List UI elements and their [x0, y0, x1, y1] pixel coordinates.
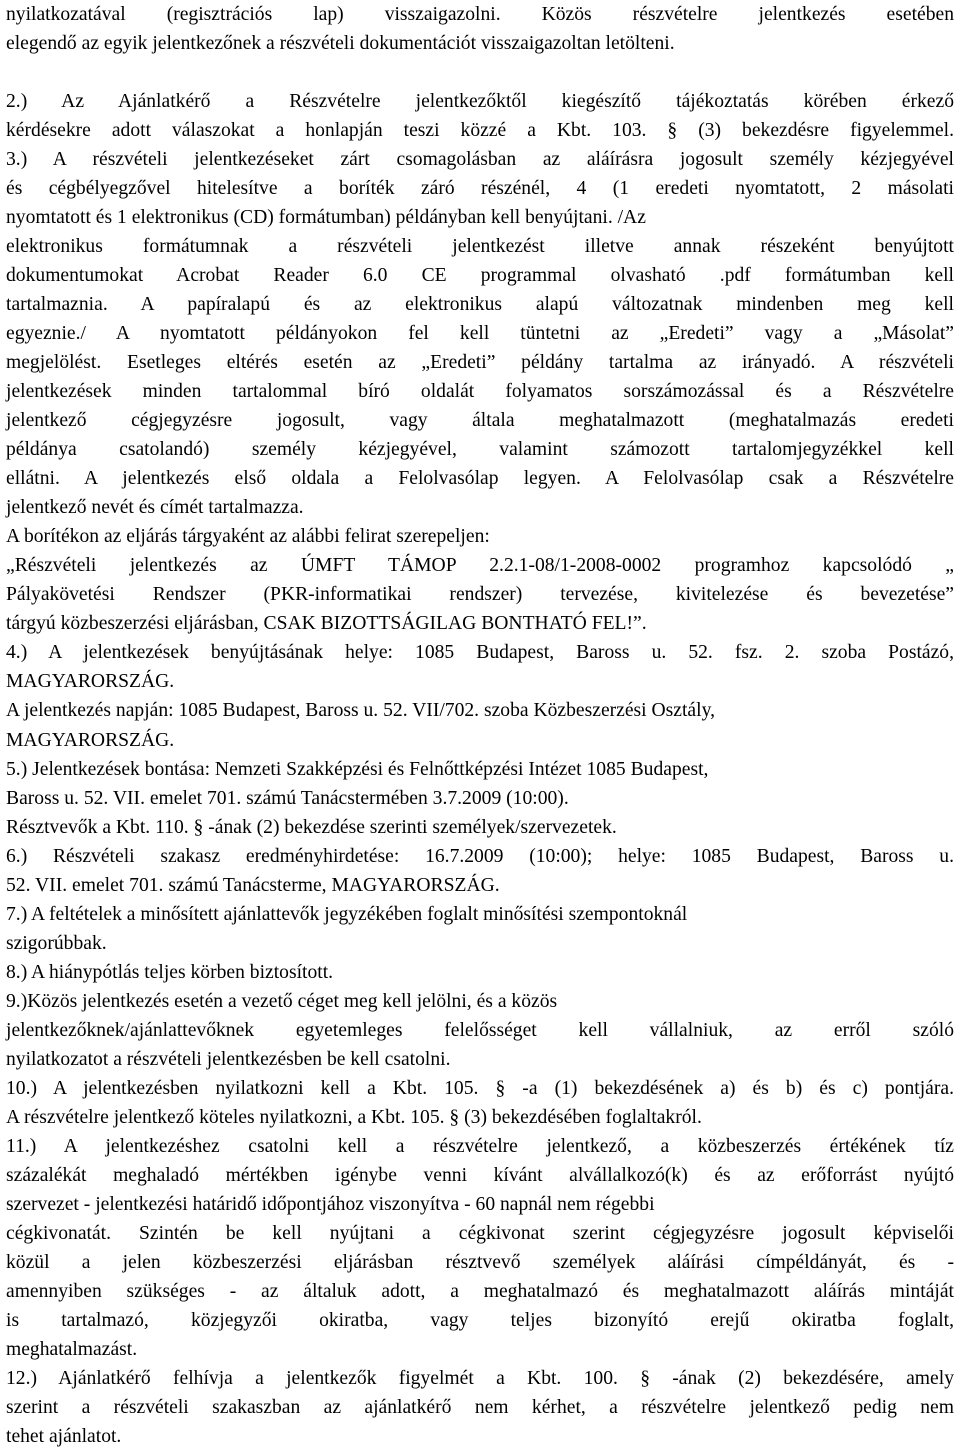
text-line: 10.) A jelentkezésben nyilatkozni kell a Kbt. 105. § -a (1) bekezdésének a) és b) és c) pontjára.: [6, 1077, 954, 1099]
text-line: tárgyú közbeszerzési eljárásban, CSAK BIZOTTSÁGILAG BONTHATÓ FEL!”.: [6, 613, 647, 635]
text-line: szervezet - jelentkezési határidő időpontjához viszonyítva - 60 napnál nem régebbi: [6, 1193, 655, 1215]
text-line: és cégbélyegzővel hitelesítve a boríték záró részénél, 4 (1 eredeti nyomtatott, 2 másolati: [6, 178, 954, 200]
text-line: A jelentkezés napján: 1085 Budapest, Baross u. 52. VII/702. szoba Közbeszerzési Osztály,: [6, 700, 716, 722]
text-line: 9.)Közös jelentkezés esetén a vezető céget meg kell jelölni, és a közös: [6, 990, 558, 1012]
text-line: százalékát meghaladó mértékben igénybe venni kívánt alvállalkozó(k) és az erőforrást nyújtó: [6, 1164, 954, 1186]
text-line: közül a jelen közbeszerzési eljárásban résztvevő személyek aláírási címpéldányát, és -: [6, 1251, 954, 1273]
text-line: 8.) A hiánypótlás teljes körben biztosított.: [6, 961, 334, 983]
text-line: 7.) A feltételek a minősített ajánlattevők jegyzékében foglalt minősítési szempontoknál: [6, 903, 688, 925]
text-line: 4.) A jelentkezések benyújtásának helye: 1085 Budapest, Baross u. 52. fsz. 2. szoba Postázó,: [6, 642, 954, 664]
text-line: 12.) Ajánlatkérő felhívja a jelentkezők figyelmét a Kbt. 100. § -ának (2) bekezdésére, amely: [6, 1367, 954, 1389]
text-line: jelentkezőknek/ajánlattevőknek egyetemleges felelősséget kell vállalniuk, az erről szóló: [6, 1019, 954, 1041]
text-line: nyilatkozatával (regisztrációs lap) visszaigazolni. Közös részvételre jelentkezés esetében: [6, 4, 954, 25]
text-line: cégkivonatát. Szintén be kell nyújtani a cégkivonat szerint cégjegyzésre jogosult képviselői: [6, 1222, 954, 1244]
text-line: Baross u. 52. VII. emelet 701. számú Tanácstermében 3.7.2009 (10:00).: [6, 787, 569, 809]
text-line: példánya csatolandó) személy kézjegyével, valamint számozott tartalomjegyzékkel kell: [6, 439, 954, 461]
text-line: Résztvevők a Kbt. 110. § -ának (2) bekezdése szerinti személyek/szervezetek.: [6, 816, 617, 838]
text-line: MAGYARORSZÁG.: [6, 729, 175, 751]
text-line: tartalmaznia. A papíralapú és az elektronikus alapú változatnak mindenben meg kell: [6, 294, 954, 316]
text-line: jelentkezések minden tartalommal bíró oldalát folyamatos sorszámozással és a Részvételre: [6, 381, 954, 403]
text-line: „Részvételi jelentkezés az ÚMFT TÁMOP 2.2.1-08/1-2008-0002 programhoz kapcsolódó „: [6, 555, 954, 577]
text-line: 11.) A jelentkezéshez csatolni kell a részvételre jelentkező, a közbeszerzés értékének tíz: [6, 1135, 954, 1157]
text-line: nyomtatott és 1 elektronikus (CD) formátumban) példányban kell benyújtani. /Az: [6, 207, 646, 229]
text-line: A részvételre jelentkező köteles nyilatkozni, a Kbt. 105. § (3) bekezdésében foglaltakról.: [6, 1106, 702, 1128]
text-line: 5.) Jelentkezések bontása: Nemzeti Szakképzési és Felnőttképzési Intézet 1085 Budapest,: [6, 758, 709, 780]
text-line: amennyiben szükséges - az általuk adott, a meghatalmazó és meghatalmazott aláírás mintáját: [6, 1280, 954, 1302]
text-line: is tartalmazó, közjegyzői okiratba, vagy teljes bizonyító erejű okiratba foglalt,: [6, 1309, 954, 1331]
text-line: tehet ajánlatot.: [6, 1425, 122, 1447]
text-line: 3.) A részvételi jelentkezéseket zárt csomagolásban az aláírásra jogosult személy kézjegyével: [6, 149, 954, 171]
text-line: A borítékon az eljárás tárgyaként az alábbi felirat szerepeljen:: [6, 526, 490, 548]
text-line: 52. VII. emelet 701. számú Tanácsterme, MAGYARORSZÁG.: [6, 874, 500, 896]
text-line: jelentkező cégjegyzésre jogosult, vagy általa meghatalmazott (meghatalmazás eredeti: [6, 410, 954, 432]
text-line: 6.) Részvételi szakasz eredményhirdetése: 16.7.2009 (10:00); helye: 1085 Budapest, Baross u.: [6, 845, 954, 867]
text-line: kérdésekre adott válaszokat a honlapján teszi közzé a Kbt. 103. § (3) bekezdésre figyelemmel.: [6, 120, 954, 142]
text-line: elektronikus formátumnak a részvételi jelentkezést illetve annak részeként benyújtott: [6, 236, 954, 258]
text-line: 2.) Az Ajánlatkérő a Részvételre jelentkezőktől kiegészítő tájékoztatás körében érkező: [6, 91, 954, 113]
text-line: elegendő az egyik jelentkezőnek a részvételi dokumentációt visszaigazoltan letölteni.: [6, 33, 675, 55]
text-line: megjelölést. Esetleges eltérés esetén az „Eredeti” példány tartalma az irányadó. A részvételi: [6, 352, 954, 374]
text-line: MAGYARORSZÁG.: [6, 671, 175, 693]
text-line: dokumentumokat Acrobat Reader 6.0 CE programmal olvasható .pdf formátumban kell: [6, 265, 954, 287]
text-line: nyilatkozatot a részvételi jelentkezésben be kell csatolni.: [6, 1048, 451, 1070]
text-line: szigorúbbak.: [6, 932, 107, 954]
text-line: meghatalmazást.: [6, 1338, 138, 1360]
text-line: jelentkező nevét és címét tartalmazza.: [6, 497, 304, 519]
text-line: Pályakövetési Rendszer (PKR-informatikai rendszer) tervezése, kivitelezése és bevezetése”: [6, 584, 954, 606]
text-line: ellátni. A jelentkezés első oldala a Felolvasólap legyen. A Felolvasólap csak a Részvételre: [6, 468, 954, 490]
text-line: egyeznie./ A nyomtatott példányokon fel kell tüntetni az „Eredeti” vagy a „Másolat”: [6, 323, 954, 345]
text-line: szerint a részvételi szakaszban az ajánlatkérő nem kérhet, a részvételre jelentkező pedig nem: [6, 1396, 954, 1418]
